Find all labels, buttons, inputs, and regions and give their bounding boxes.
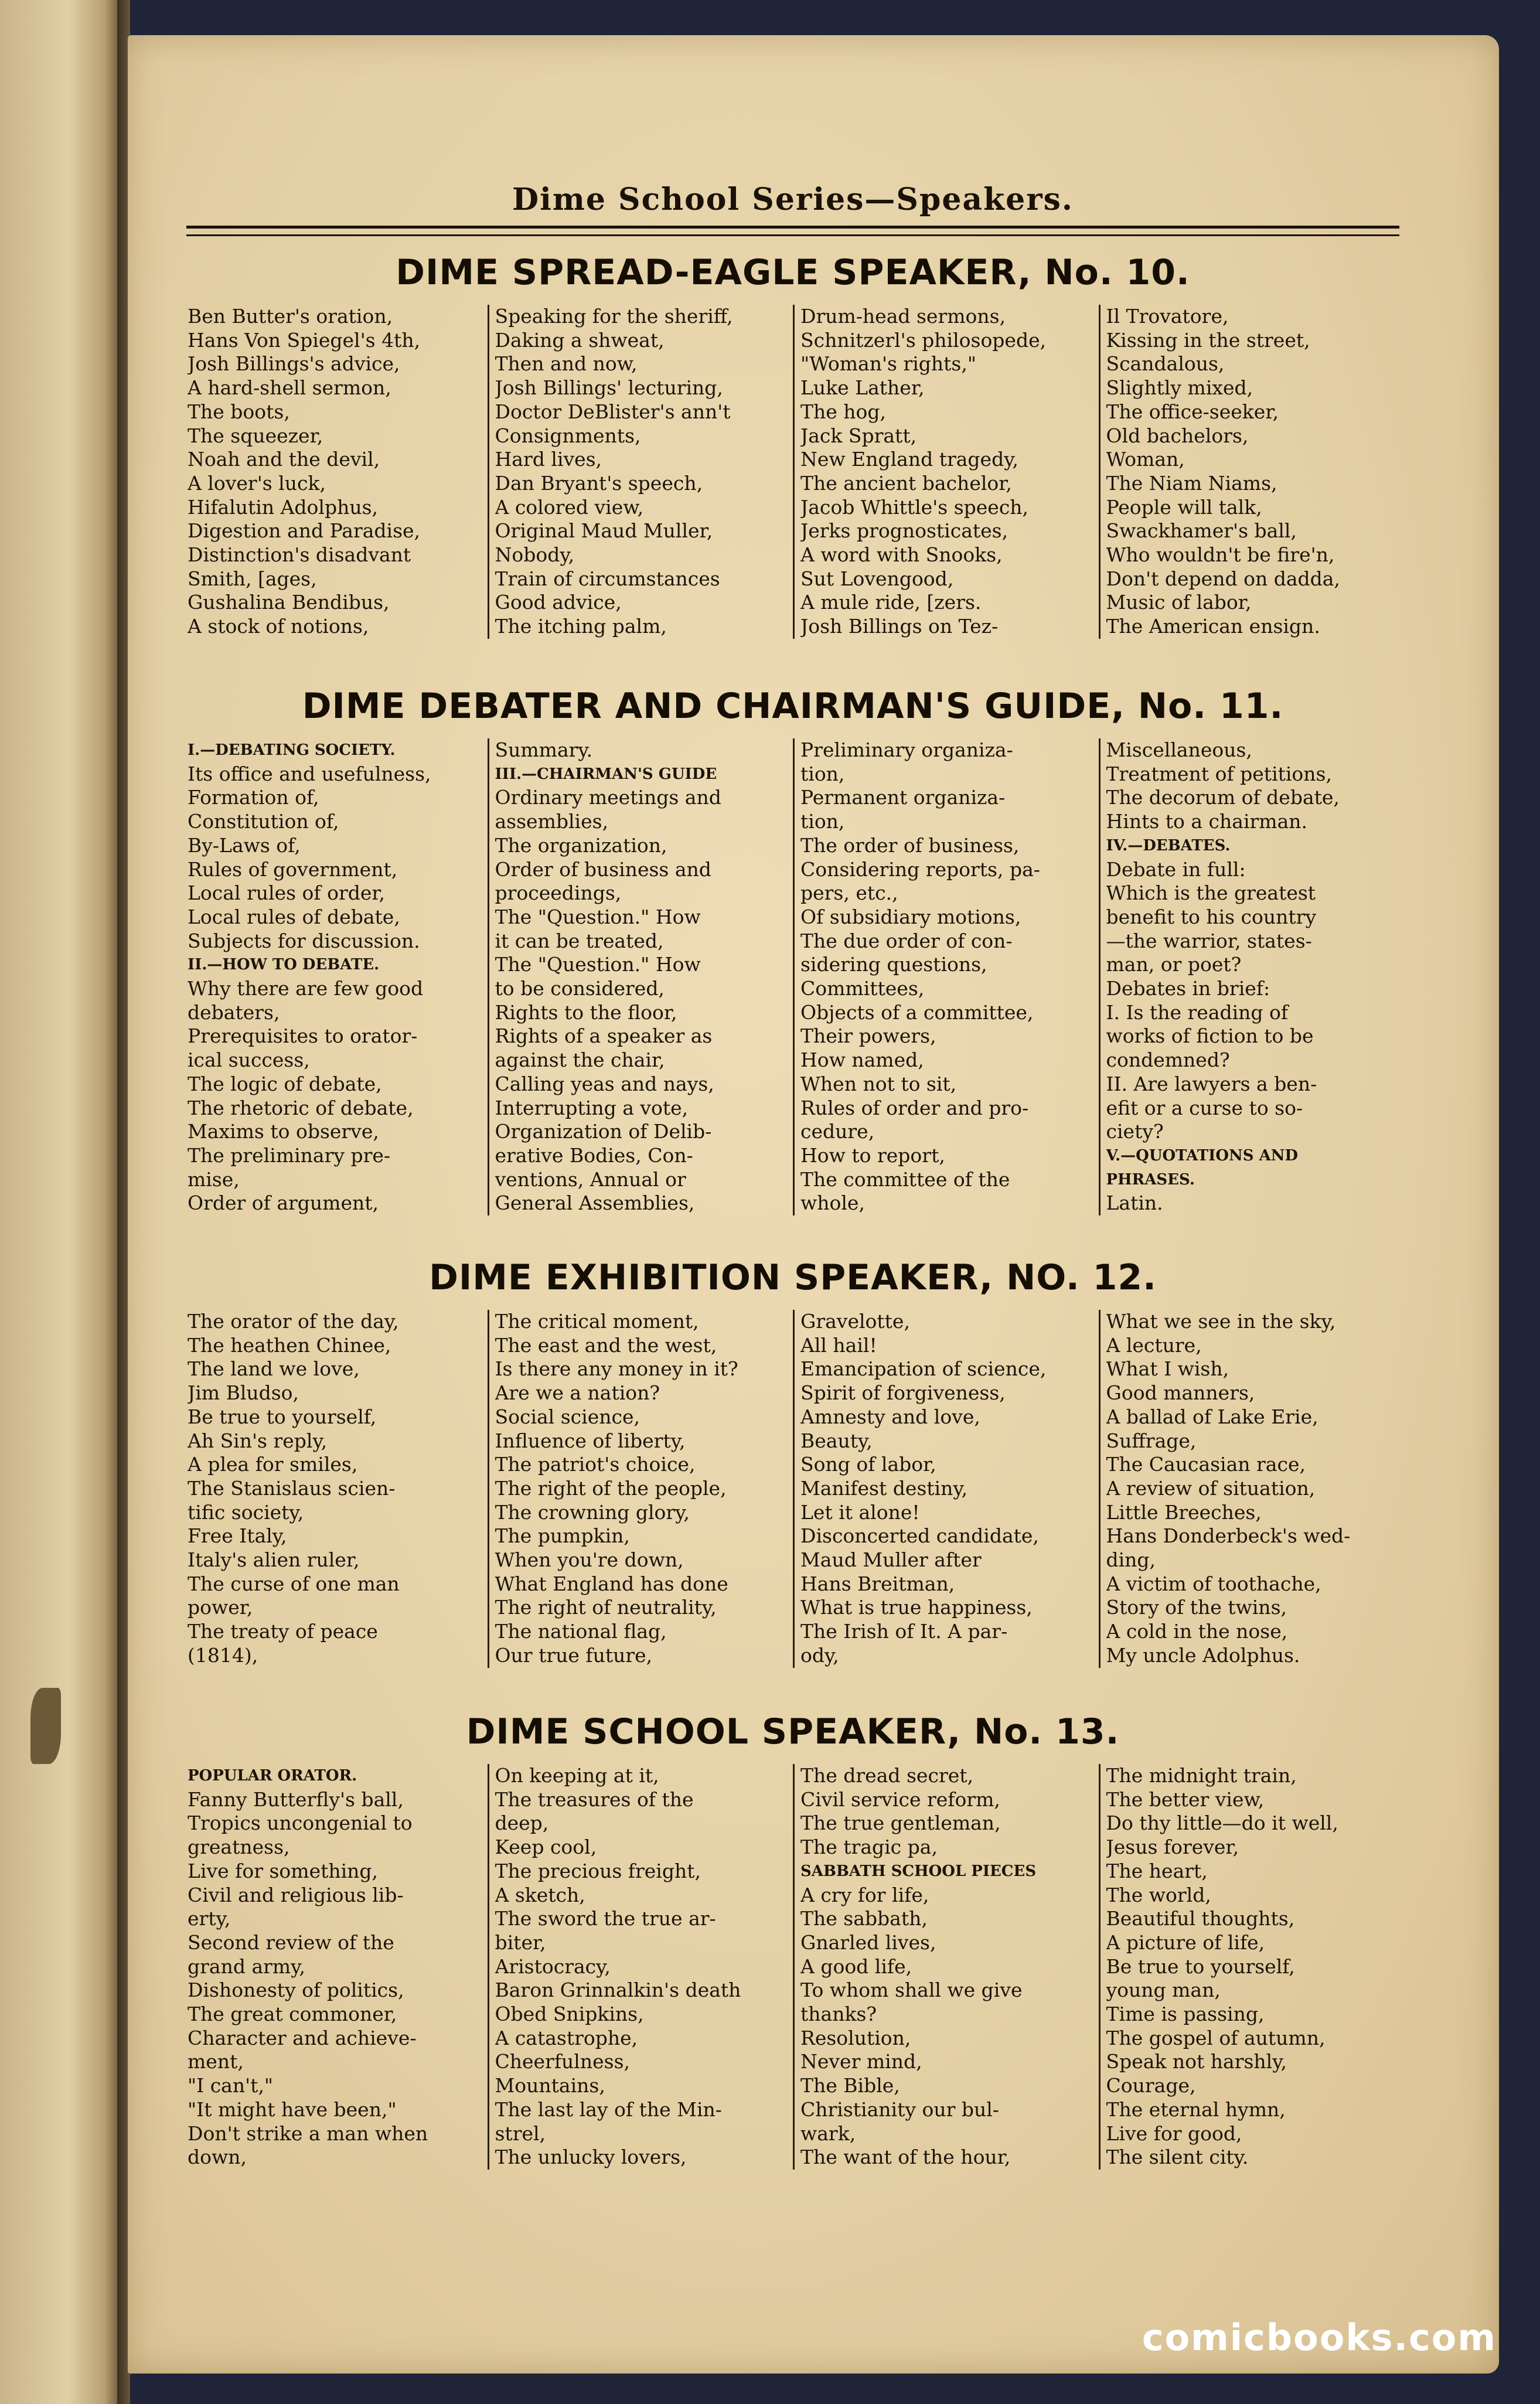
list-item: Swackhamer's ball, xyxy=(1106,519,1297,543)
list-item: Dan Bryant's speech, xyxy=(495,471,703,495)
list-item: ventions, Annual or xyxy=(495,1167,686,1191)
section-title-no-12: DIME EXHIBITION SPEAKER, NO. 12. xyxy=(429,1257,1157,1298)
list-item: The great commoner, xyxy=(188,2003,397,2026)
list-item: Miscellaneous, xyxy=(1106,738,1252,761)
list-item: tific society, xyxy=(188,1500,304,1524)
list-item: Scandalous, xyxy=(1106,352,1225,376)
list-item: Noah and the devil, xyxy=(188,448,380,471)
list-item: Of subsidiary motions, xyxy=(800,905,1021,928)
list-item: The order of business, xyxy=(800,833,1020,857)
list-item: Ordinary meetings and xyxy=(495,786,721,809)
list-item: The Stanislaus scien- xyxy=(188,1476,396,1500)
header-rule xyxy=(186,226,1399,236)
list-item: The east and the west, xyxy=(495,1333,717,1357)
list-item: Emancipation of science, xyxy=(800,1357,1047,1381)
list-item: ciety? xyxy=(1106,1120,1164,1143)
list-item: Il Trovatore, xyxy=(1106,305,1229,328)
list-item: How named, xyxy=(800,1048,924,1072)
list-item: Gushalina Bendibus, xyxy=(188,591,390,614)
list-item: A lover's luck, xyxy=(188,471,326,495)
list-item: Gravelotte, xyxy=(800,1310,910,1333)
list-item: Woman, xyxy=(1106,448,1185,471)
list-item: Drum-head sermons, xyxy=(800,305,1006,328)
list-item: man, or poet? xyxy=(1106,953,1242,976)
list-item: Don't strike a man when xyxy=(188,2122,428,2145)
list-item: Train of circumstances xyxy=(495,567,720,590)
list-item: Is there any money in it? xyxy=(495,1357,738,1381)
list-item: mise, xyxy=(188,1167,240,1191)
list-item: ment, xyxy=(188,2050,244,2073)
section-13-column-3 xyxy=(793,1764,1099,2170)
list-item: Nobody, xyxy=(495,543,575,567)
list-item: A picture of life, xyxy=(1106,1930,1265,1954)
list-item: Preliminary organiza- xyxy=(800,738,1013,761)
list-item: Obed Snipkins, xyxy=(495,2003,644,2026)
list-item: tion, xyxy=(800,810,845,833)
list-item: III.—CHAIRMAN'S GUIDE xyxy=(495,765,717,783)
list-item: The curse of one man xyxy=(188,1572,400,1595)
list-item: The crowning glory, xyxy=(495,1500,690,1524)
list-item: debaters, xyxy=(188,1000,280,1024)
list-item: The preliminary pre- xyxy=(188,1143,391,1167)
list-item: The Irish of It. A par- xyxy=(800,1620,1008,1643)
list-item: The sabbath, xyxy=(800,1907,928,1930)
list-item: The heart, xyxy=(1106,1859,1208,1882)
list-item: Organization of Delib- xyxy=(495,1120,712,1143)
list-item: The sword the true ar- xyxy=(495,1907,716,1930)
list-item: Live for good, xyxy=(1106,2122,1242,2145)
list-item: Courage, xyxy=(1106,2074,1196,2097)
list-item: Hard lives, xyxy=(495,448,602,471)
list-item: Formation of, xyxy=(188,786,319,809)
list-item: it can be treated, xyxy=(495,929,664,952)
list-item: General Assemblies, xyxy=(495,1191,695,1215)
list-item: condemned? xyxy=(1106,1048,1230,1072)
list-item: The decorum of debate, xyxy=(1106,786,1340,809)
list-item: The Caucasian race, xyxy=(1106,1453,1306,1476)
list-item: power, xyxy=(188,1596,253,1619)
list-item: New England tragedy, xyxy=(800,448,1018,471)
list-item: The Niam Niams, xyxy=(1106,471,1277,495)
list-item: All hail! xyxy=(800,1333,877,1357)
list-item: Josh Billings's advice, xyxy=(188,352,400,376)
list-item: When not to sit, xyxy=(800,1072,957,1095)
list-item: Story of the twins, xyxy=(1106,1596,1287,1619)
list-item: benefit to his country xyxy=(1106,905,1317,928)
list-item: grand army, xyxy=(188,1954,305,1978)
list-item: —the warrior, states- xyxy=(1106,929,1312,952)
list-item: down, xyxy=(188,2146,247,2169)
list-item: "It might have been," xyxy=(188,2097,397,2121)
list-item: The squeezer, xyxy=(188,424,323,447)
list-item: Committees, xyxy=(800,977,925,1000)
list-item: Dishonesty of politics, xyxy=(188,1979,404,2002)
list-item: (1814), xyxy=(188,1643,258,1667)
list-item: The organization, xyxy=(495,833,667,857)
list-item: To whom shall we give xyxy=(800,1979,1023,2002)
section-no-10-columns xyxy=(182,305,1404,639)
list-item: young man, xyxy=(1106,1979,1221,2002)
list-item: When you're down, xyxy=(495,1548,684,1572)
list-item: Josh Billings' lecturing, xyxy=(495,376,723,400)
list-item: Little Breeches, xyxy=(1106,1500,1262,1524)
list-item: The office-seeker, xyxy=(1106,400,1279,423)
list-item: Jim Bludso, xyxy=(188,1381,299,1405)
list-item: A plea for smiles, xyxy=(188,1453,358,1476)
list-item: Song of labor, xyxy=(800,1453,936,1476)
section-title-no-13: DIME SCHOOL SPEAKER, No. 13. xyxy=(466,1711,1120,1752)
list-item: On keeping at it, xyxy=(495,1764,659,1787)
list-item: A ballad of Lake Erie, xyxy=(1106,1405,1318,1428)
section-10-column-1 xyxy=(182,305,488,639)
list-item: Suffrage, xyxy=(1106,1429,1197,1452)
list-item: Mountains, xyxy=(495,2074,605,2097)
list-item: The orator of the day, xyxy=(188,1310,399,1333)
section-11-column-4 xyxy=(1099,738,1405,1215)
list-item: Local rules of order, xyxy=(188,881,386,905)
list-item: What we see in the sky, xyxy=(1106,1310,1336,1333)
list-item: Time is passing, xyxy=(1106,2003,1265,2026)
section-title-no-10: DIME SPREAD-EAGLE SPEAKER, No. 10. xyxy=(396,252,1190,293)
section-12-column-4 xyxy=(1099,1310,1405,1668)
list-item: Which is the greatest xyxy=(1106,881,1316,905)
section-12-column-2 xyxy=(488,1310,793,1668)
list-item: Then and now, xyxy=(495,352,638,376)
list-item: II. Are lawyers a ben- xyxy=(1106,1072,1317,1095)
list-item: The "Question." How xyxy=(495,905,701,928)
section-no-12-columns xyxy=(182,1310,1404,1668)
list-item: Gnarled lives, xyxy=(800,1930,936,1954)
list-item: I. Is the reading of xyxy=(1106,1000,1289,1024)
list-item: erative Bodies, Con- xyxy=(495,1143,693,1167)
list-item: Beautiful thoughts, xyxy=(1106,1907,1295,1930)
list-item: ical success, xyxy=(188,1048,310,1072)
book-page xyxy=(128,35,1499,2374)
list-item: Hints to a chairman. xyxy=(1106,810,1308,833)
list-item: Jesus forever, xyxy=(1106,1836,1239,1859)
list-item: "Woman's rights," xyxy=(800,352,977,376)
list-item: The Bible, xyxy=(800,2074,900,2097)
list-item: The due order of con- xyxy=(800,929,1013,952)
list-item: Let it alone! xyxy=(800,1500,920,1524)
list-item: ding, xyxy=(1106,1548,1156,1572)
section-12-column-3 xyxy=(793,1310,1099,1668)
list-item: erty, xyxy=(188,1907,231,1930)
list-item: Summary. xyxy=(495,738,593,761)
list-item: Their powers, xyxy=(800,1024,936,1048)
list-item: People will talk, xyxy=(1106,495,1262,519)
list-item: A word with Snooks, xyxy=(800,543,1003,567)
list-item: What I wish, xyxy=(1106,1357,1229,1381)
list-item: Cheerfulness, xyxy=(495,2050,631,2073)
list-item: Speaking for the sheriff, xyxy=(495,305,733,328)
list-item: The itching palm, xyxy=(495,615,667,638)
list-item: The midnight train, xyxy=(1106,1764,1297,1787)
list-item: Spirit of forgiveness, xyxy=(800,1381,1006,1405)
list-item: against the chair, xyxy=(495,1048,665,1072)
list-item: The national flag, xyxy=(495,1620,667,1643)
list-item: Constitution of, xyxy=(188,810,339,833)
list-item: Rights to the floor, xyxy=(495,1000,677,1024)
list-item: Free Italy, xyxy=(188,1524,287,1548)
list-item: The boots, xyxy=(188,400,290,423)
list-item: A catastrophe, xyxy=(495,2026,638,2049)
list-item: The treaty of peace xyxy=(188,1620,378,1643)
list-item: Manifest destiny, xyxy=(800,1476,968,1500)
list-item: Distinction's disadvant xyxy=(188,543,411,567)
list-item: How to report, xyxy=(800,1143,945,1167)
list-item: Civil service reform, xyxy=(800,1787,1000,1811)
list-item: Aristocracy, xyxy=(495,1954,611,1978)
page-tear xyxy=(30,1688,61,1764)
list-item: The better view, xyxy=(1106,1787,1265,1811)
section-13-column-4 xyxy=(1099,1764,1405,2170)
section-no-11-columns xyxy=(182,738,1404,1215)
list-item: Do thy little—do it well, xyxy=(1106,1811,1338,1835)
list-item: The rhetoric of debate, xyxy=(188,1096,414,1119)
list-item: Its office and usefulness, xyxy=(188,762,431,785)
running-header: Dime School Series—Speakers. xyxy=(512,182,1074,217)
list-item: The dread secret, xyxy=(800,1764,974,1787)
list-item: deep, xyxy=(495,1811,549,1835)
list-item: A stock of notions, xyxy=(188,615,369,638)
list-item: The hog, xyxy=(800,400,887,423)
list-item: The world, xyxy=(1106,1883,1211,1906)
list-item: Hans Von Spiegel's 4th, xyxy=(188,328,421,352)
list-item: Local rules of debate, xyxy=(188,905,400,928)
list-item: IV.—DEBATES. xyxy=(1106,836,1231,854)
list-item: A cold in the nose, xyxy=(1106,1620,1288,1643)
list-item: Treatment of petitions, xyxy=(1106,762,1332,785)
list-item: A good life, xyxy=(800,1954,912,1978)
list-item: Sut Lovengood, xyxy=(800,567,954,590)
list-item: assemblies, xyxy=(495,810,609,833)
list-item: Christianity our bul- xyxy=(800,2097,999,2121)
list-item: cedure, xyxy=(800,1120,875,1143)
section-10-column-2 xyxy=(488,305,793,639)
list-item: Our true future, xyxy=(495,1643,653,1667)
list-item: A mule ride, [zers. xyxy=(800,591,982,614)
list-item: Smith, [ages, xyxy=(188,567,317,590)
list-item: The treasures of the xyxy=(495,1787,694,1811)
list-item: tion, xyxy=(800,762,845,785)
list-item: Ben Butter's oration, xyxy=(188,305,393,328)
list-item: The American ensign. xyxy=(1106,615,1320,638)
list-item: proceedings, xyxy=(495,881,622,905)
list-item: Maud Muller after xyxy=(800,1548,982,1572)
list-item: A victim of toothache, xyxy=(1106,1572,1321,1595)
list-item: The precious freight, xyxy=(495,1859,701,1882)
list-item: Jack Spratt, xyxy=(800,424,917,447)
list-item: Are we a nation? xyxy=(495,1381,660,1405)
list-item: Baron Grinnalkin's death xyxy=(495,1979,741,2002)
list-item: POPULAR ORATOR. xyxy=(188,1767,357,1785)
list-item: Second review of the xyxy=(188,1930,394,1954)
list-item: Debates in brief: xyxy=(1106,977,1270,1000)
list-item: Debate in full: xyxy=(1106,857,1246,881)
list-item: By-Laws of, xyxy=(188,833,301,857)
list-item: What is true happiness, xyxy=(800,1596,1033,1619)
list-item: Hans Breitman, xyxy=(800,1572,955,1595)
list-item: Subjects for discussion. xyxy=(188,929,420,952)
list-item: Live for something, xyxy=(188,1859,379,1882)
list-item: Rules of order and pro- xyxy=(800,1096,1029,1119)
list-item: Permanent organiza- xyxy=(800,786,1006,809)
list-item: Old bachelors, xyxy=(1106,424,1249,447)
section-11-column-3 xyxy=(793,738,1099,1215)
section-no-13-columns xyxy=(182,1764,1404,2170)
list-item: The eternal hymn, xyxy=(1106,2097,1286,2121)
list-item: The silent city. xyxy=(1106,2146,1249,2169)
list-item: The tragic pa, xyxy=(800,1836,938,1859)
list-item: Hans Donderbeck's wed- xyxy=(1106,1524,1351,1548)
list-item: The ancient bachelor, xyxy=(800,471,1012,495)
list-item: Hifalutin Adolphus, xyxy=(188,495,379,519)
list-item: Objects of a committee, xyxy=(800,1000,1034,1024)
list-item: strel, xyxy=(495,2122,546,2145)
list-item: Ah Sin's reply, xyxy=(188,1429,328,1452)
list-item: The last lay of the Min- xyxy=(495,2097,722,2121)
list-item: Civil and religious lib- xyxy=(188,1883,404,1906)
section-11-column-1 xyxy=(182,738,488,1215)
list-item: greatness, xyxy=(188,1836,290,1859)
list-item: Considering reports, pa- xyxy=(800,857,1040,881)
list-item: Social science, xyxy=(495,1405,640,1428)
section-title-no-11: DIME DEBATER AND CHAIRMAN'S GUIDE, No. 11. xyxy=(302,686,1284,727)
section-12-column-1 xyxy=(182,1310,488,1668)
list-item: Fanny Butterfly's ball, xyxy=(188,1787,404,1811)
list-item: Keep cool, xyxy=(495,1836,597,1859)
list-item: works of fiction to be xyxy=(1106,1024,1314,1048)
list-item: Order of argument, xyxy=(188,1191,379,1215)
list-item: Character and achieve- xyxy=(188,2026,417,2049)
list-item: Jacob Whittle's speech, xyxy=(800,495,1029,519)
list-item: The pumpkin, xyxy=(495,1524,630,1548)
list-item: The land we love, xyxy=(188,1357,360,1381)
left-page-edge xyxy=(0,0,123,2404)
list-item: The "Question." How xyxy=(495,953,701,976)
list-item: The right of the people, xyxy=(495,1476,727,1500)
list-item: Jerks prognosticates, xyxy=(800,519,1009,543)
list-item: Good advice, xyxy=(495,591,622,614)
list-item: The logic of debate, xyxy=(188,1072,382,1095)
list-item: Resolution, xyxy=(800,2026,911,2049)
list-item: A lecture, xyxy=(1106,1333,1202,1357)
list-item: The true gentleman, xyxy=(800,1811,1001,1835)
list-item: Influence of liberty, xyxy=(495,1429,686,1452)
list-item: ody, xyxy=(800,1643,839,1667)
list-item: V.—QUOTATIONS AND xyxy=(1106,1146,1299,1164)
list-item: I.—DEBATING SOCIETY. xyxy=(188,741,396,759)
list-item: sidering questions, xyxy=(800,953,987,976)
list-item: Calling yeas and nays, xyxy=(495,1072,714,1095)
list-item: Rules of government, xyxy=(188,857,398,881)
list-item: Amnesty and love, xyxy=(800,1405,980,1428)
list-item: A sketch, xyxy=(495,1883,585,1906)
list-item: Be true to yourself, xyxy=(1106,1954,1295,1978)
list-item: to be considered, xyxy=(495,977,665,1000)
list-item: Latin. xyxy=(1106,1191,1163,1215)
list-item: Music of labor, xyxy=(1106,591,1252,614)
list-item: Kissing in the street, xyxy=(1106,328,1310,352)
list-item: The committee of the xyxy=(800,1167,1010,1191)
list-item: Luke Lather, xyxy=(800,376,925,400)
list-item: The unlucky lovers, xyxy=(495,2146,687,2169)
list-item: Doctor DeBlister's ann't xyxy=(495,400,731,423)
list-item: "I can't," xyxy=(188,2074,274,2097)
list-item: The want of the hour, xyxy=(800,2146,1011,2169)
section-13-column-1 xyxy=(182,1764,488,2170)
list-item: Order of business and xyxy=(495,857,711,881)
list-item: Interrupting a vote, xyxy=(495,1096,689,1119)
list-item: A hard-shell sermon, xyxy=(188,376,391,400)
list-item: thanks? xyxy=(800,2003,877,2026)
section-10-column-3 xyxy=(793,305,1099,639)
list-item: Tropics uncongenial to xyxy=(188,1811,413,1835)
list-item: A cry for life, xyxy=(800,1883,929,1906)
list-item: Consignments, xyxy=(495,424,641,447)
list-item: PHRASES. xyxy=(1106,1170,1195,1189)
list-item: The heathen Chinee, xyxy=(188,1333,391,1357)
list-item: Who wouldn't be fire'n, xyxy=(1106,543,1335,567)
list-item: The right of neutrality, xyxy=(495,1596,717,1619)
list-item: Speak not harshly, xyxy=(1106,2050,1287,2073)
list-item: pers, etc., xyxy=(800,881,898,905)
list-item: Prerequisites to orator- xyxy=(188,1024,418,1048)
list-item: II.—HOW TO DEBATE. xyxy=(188,956,380,974)
list-item: The critical moment, xyxy=(495,1310,699,1333)
list-item: A review of situation, xyxy=(1106,1476,1316,1500)
list-item: Don't depend on dadda, xyxy=(1106,567,1340,590)
list-item: My uncle Adolphus. xyxy=(1106,1643,1300,1667)
list-item: Italy's alien ruler, xyxy=(188,1548,360,1572)
list-item: The patriot's choice, xyxy=(495,1453,696,1476)
comicbooks-watermark: comicbooks.com xyxy=(1142,2316,1497,2359)
list-item: Be true to yourself, xyxy=(188,1405,377,1428)
list-item: Maxims to observe, xyxy=(188,1120,379,1143)
list-item: wark, xyxy=(800,2122,856,2145)
list-item: Digestion and Paradise, xyxy=(188,519,421,543)
list-item: biter, xyxy=(495,1930,546,1954)
list-item: Why there are few good xyxy=(188,977,424,1000)
list-item: SABBATH SCHOOL PIECES xyxy=(800,1862,1037,1880)
list-item: What England has done xyxy=(495,1572,728,1595)
list-item: Josh Billings on Tez- xyxy=(800,615,999,638)
section-13-column-2 xyxy=(488,1764,793,2170)
list-item: whole, xyxy=(800,1191,865,1215)
list-item: The gospel of autumn, xyxy=(1106,2026,1326,2049)
list-item: Original Maud Muller, xyxy=(495,519,713,543)
list-item: Schnitzerl's philosopede, xyxy=(800,328,1047,352)
list-item: Slightly mixed, xyxy=(1106,376,1253,400)
section-10-column-4 xyxy=(1099,305,1405,639)
list-item: Daking a shweat, xyxy=(495,328,665,352)
section-11-column-2 xyxy=(488,738,793,1215)
list-item: Rights of a speaker as xyxy=(495,1024,713,1048)
list-item: Good manners, xyxy=(1106,1381,1255,1405)
list-item: A colored view, xyxy=(495,495,644,519)
list-item: Disconcerted candidate, xyxy=(800,1524,1039,1548)
list-item: Never mind, xyxy=(800,2050,922,2073)
list-item: Beauty, xyxy=(800,1429,873,1452)
list-item: efit or a curse to so- xyxy=(1106,1096,1303,1119)
